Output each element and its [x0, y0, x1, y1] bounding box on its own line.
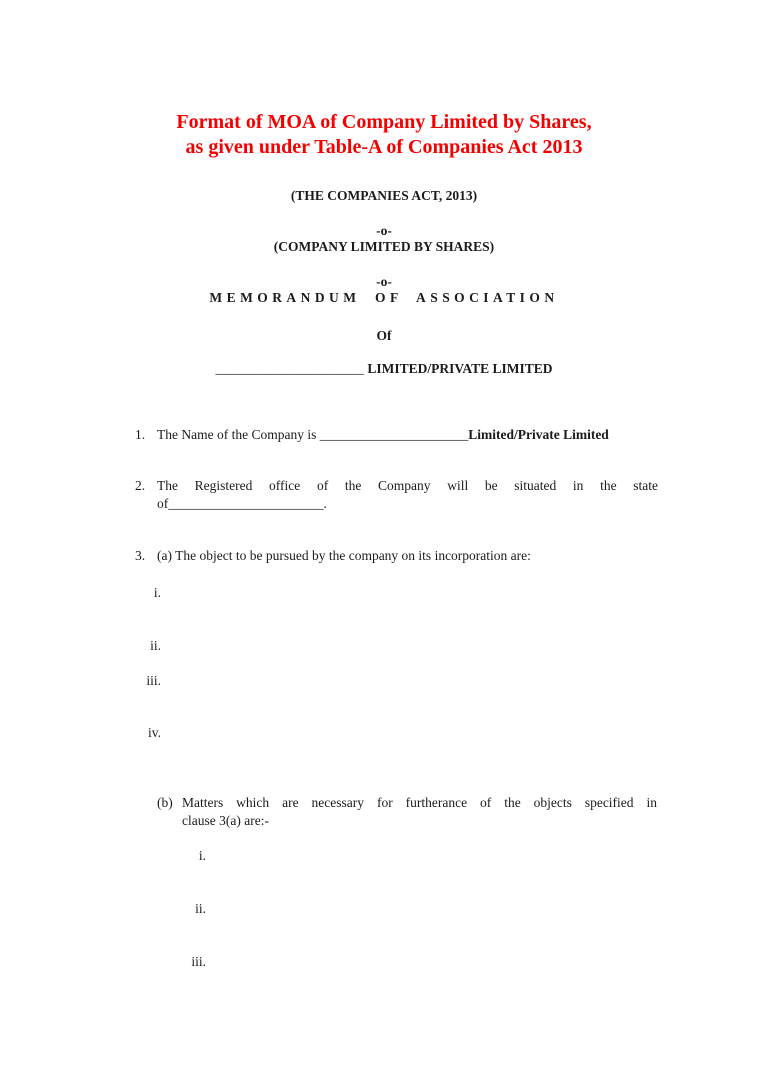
- clause-3a-text: The object to be pursued by the company on its incorporation are:: [175, 548, 531, 563]
- clause-3b-body: [182, 794, 657, 830]
- document-title-line-2: as given under Table-A of Companies Act 2013: [185, 136, 583, 158]
- document-title: [0, 110, 768, 160]
- clause-3a-item-i: i.: [153, 585, 161, 600]
- header-memorandum-line: MEMORANDUM OF ASSOCIATION: [209, 290, 559, 305]
- clause-3a-body: [157, 547, 658, 565]
- header-company-name-line: [0, 360, 768, 378]
- header-separator-2: -o-: [376, 274, 392, 289]
- clause-2-body: [157, 477, 658, 513]
- clause-2-line-1: The Registered office of the Company will be situated in the state: [157, 478, 658, 493]
- clause-1-blank: ______________________: [319, 427, 469, 442]
- clause-1-body: [157, 426, 658, 444]
- header-of-line: Of: [376, 328, 392, 343]
- company-name-blank: ______________________: [215, 361, 364, 376]
- clause-1: [135, 426, 658, 444]
- clause-3a-item-iv: iv.: [148, 725, 161, 740]
- header-company-type-line: (COMPANY LIMITED BY SHARES): [273, 239, 495, 254]
- clause-3a-label: (a): [157, 548, 172, 563]
- clause-3: [135, 547, 658, 565]
- clause-2-line-2-prefix: of: [157, 496, 169, 511]
- clause-2: [135, 477, 658, 513]
- clause-3a-item-ii: ii.: [150, 638, 161, 653]
- clause-3a-item-iii: iii.: [146, 673, 161, 688]
- clause-3b-line-2: clause 3(a) are:-: [182, 813, 269, 828]
- clause-3-number: 3.: [135, 548, 146, 563]
- clause-1-number: 1.: [135, 427, 146, 442]
- clause-2-blank: _______________________: [168, 496, 324, 511]
- clause-2-number: 2.: [135, 478, 146, 493]
- clause-3b-item-ii: ii.: [195, 901, 206, 916]
- clause-3b-line-1: Matters which are necessary for furtherance of the objects specified in: [182, 795, 657, 810]
- clause-3b-label: (b): [157, 795, 173, 810]
- header-act-line: (THE COMPANIES ACT, 2013): [290, 188, 478, 203]
- clause-3b-item-iii: iii.: [191, 954, 206, 969]
- document-title-line-1: Format of MOA of Company Limited by Shares,: [176, 111, 592, 133]
- clause-1-text: The Name of the Company is: [157, 427, 320, 442]
- company-name-suffix: LIMITED/PRIVATE LIMITED: [363, 361, 553, 376]
- clause-2-line-2: [157, 495, 658, 513]
- clause-3b-item-i: i.: [198, 848, 206, 863]
- clause-2-line-2-suffix: .: [323, 496, 327, 511]
- clause-1-bold-suffix: Limited/Private Limited: [468, 427, 609, 442]
- clause-3b: [157, 794, 657, 830]
- header-separator-1: -o-: [376, 223, 392, 238]
